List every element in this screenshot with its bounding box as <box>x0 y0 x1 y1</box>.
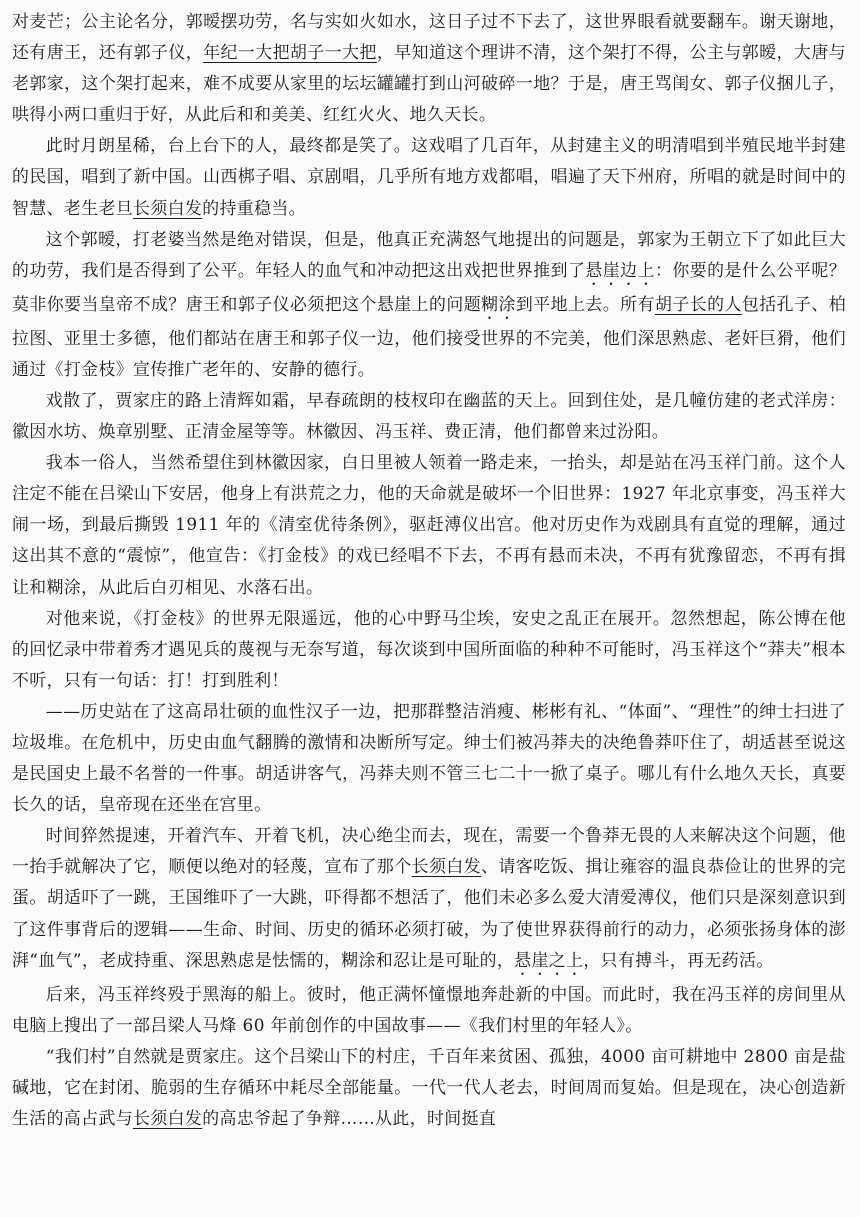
text-run: ：你要的是什么公平呢？莫非你要当皇帝不成？唐王和郭子仪必须把这个悬崖上的问题 <box>12 259 846 314</box>
text-run: 这个郭暧，打老婆当然是绝对错误，但是，他真正充满怒气地提出的问题是，郭家为王朝立下了如此巨大的功劳，我们是否得到了公平。年轻人的血气和冲动把这出戏把世界推到了 <box>12 228 846 280</box>
text-run: 戏散了，贾家庄的路上清辉如霜，早春疏朗的枝杈印在幽蓝的天上。回到住处，是几幢仿建的老式洋房：徽因水坊、焕章别墅、正清金屋等等。林徽因、冯玉祥、费正清，他们都曾来过汾阳。 <box>12 389 846 442</box>
emphasis-dotted-phrase: 悬崖之上 <box>514 949 584 970</box>
paragraph <box>12 224 846 385</box>
text-run: “我们村”自然就是贾家庄。这个吕梁山下的村庄，千百年来贫困、孤独，4000 亩可耕地中 2800 亩是盐碱地，它在封闭、脆弱的生存循环中耗尽全部能量。一代一代人老去，时间周而复始。但是现在，决心创造新生活的高占武与 <box>12 1045 846 1128</box>
emphasis-dotted-phrase: 糊涂 <box>481 293 516 314</box>
document-page <box>12 6 846 1134</box>
underlined-phrase: 长须白发 <box>133 197 203 218</box>
text-run: 的高忠爷起了争辩……从此，时间挺直 <box>202 1108 497 1128</box>
text-run: 时间猝然提速，开着汽车、开着飞机，决心绝尘而去，现在，需要一个鲁莽无畏的人来解决这个问题，他一抬手就解决了它，顺便以绝对的轻蔑，宣布了那个 <box>12 825 846 877</box>
text-run: 对他来说，《打金枝》的世界无限遥远，他的心中野马尘埃，安史之乱正在展开。忽然想起，陈公博在他的回忆录中带着秀才遇见兵的蔑视与无奈写道，每次谈到中国所面临的种种不可能时，冯玉祥这个“莽夫”根本不听，只有一句话：打！打到胜利！ <box>12 607 846 690</box>
text-run: 此时月朗星稀，台上台下的人，最终都是笑了。这戏唱了几百年，从封建主义的明清唱到半殖民地半封建的民国，唱到了新中国。山西梆子唱、京剧唱，几乎所有地方戏都唱，唱遍了天下州府，所唱的就是时间中的智慧、老生老旦 <box>12 135 846 218</box>
paragraph <box>12 696 846 820</box>
underlined-phrase: 年纪一大把胡子一大把 <box>203 42 377 63</box>
underlined-phrase: 胡子长的人 <box>654 293 742 314</box>
text-run: 的持重稳当。 <box>202 197 306 218</box>
text-run: ，只有搏斗，再无药活。 <box>583 949 774 970</box>
paragraph <box>12 6 846 130</box>
underlined-phrase: 长须白发 <box>133 1108 203 1128</box>
paragraph <box>12 979 846 1041</box>
text-run: 对麦芒；公主论名分，郭暧摆功劳，名与实如火如水，这日子过不下去了，这世界眼看就要翻车。谢天谢地，还有唐王，还有郭子仪， <box>12 11 846 63</box>
text-run: ，早知道这个理讲不清，这个架打不得，公主与郭暧，大唐与老郭家，这个架打起来，难不成要从家里的坛坛罐罐打到山河破碎一地？于是，唐王骂闺女、郭子仪捆儿子，哄得小两口重归于好，从此后和和美美、红红火火、地久天长。 <box>12 42 846 125</box>
text-run: ——历史站在了这高昂壮硕的血性汉子一边，把那群整洁消瘦、彬彬有礼、“体面”、“理性”的绅士扫进了垃圾堆。在危机中，历史由血气翻腾的激情和决断所写定。绅士们被冯莽夫的决绝鲁莽吓住了，胡适甚至说这是民国史上最不名誉的一件事。胡适讲客气，冯莽夫则不管三七二十一掀了桌子。哪儿有什么地久天长，真要长久的话，皇帝现在还坐在宫里。 <box>12 700 846 815</box>
underlined-phrase: 长须白发 <box>411 856 482 877</box>
text-run: 我本一俗人，当然希望住到林徽因家，白日里被人领着一路走来，一抬头，却是站在冯玉祥门前。这个人注定不能在吕梁山下安居，他身上有洪荒之力，他的天命就是破坏一个旧世界：1927 年北京事变，冯玉祥大闹一场，到最后撕毁 1911 年的《清室优待条例》，驱赶溥仪出宫。他对历史作为戏剧具有直觉的理解，通过这出其不意的“震惊”，他宣告：《打金枝》的戏已经唱不下去，不再有悬而未决，不再有犹豫留恋，不再有揖让和糊涂，从此后白刃相见、水落石出。 <box>12 452 846 597</box>
text-run: 、请客吃饭、揖让雍容的温良恭俭让的世界的完蛋。胡适吓了一跳，王国维吓了一大跳，吓得都不想活了，他们未必多么爱大清爱溥仪，他们只是深刻意识到了这件事背后的逻辑——生命、时间、历史的循环必须打破，为了使世界获得前行的动力，必须张扬身体的澎湃“血气”，老成持重、深思熟虑是怯懦的，糊涂和忍让是可耻的， <box>12 856 846 970</box>
paragraph <box>12 447 846 602</box>
paragraph <box>12 130 846 223</box>
text-run: 后来，冯玉祥终殁于黑海的船上。彼时，他正满怀憧憬地奔赴新的中国。而此时，我在冯玉祥的房间里从电脑上搜出了一部吕梁人马烽 60 年前创作的中国故事——《我们村里的年轻人》。 <box>12 983 846 1035</box>
paragraph <box>12 1041 846 1134</box>
paragraph <box>12 385 846 447</box>
paragraph <box>12 603 846 696</box>
paragraph <box>12 820 846 978</box>
text-run: 包括孔子、柏拉图、亚里士多德，他们都站在唐王和郭子仪一边，他们接受世界的不完美，他们深思熟虑、老奸巨猾，他们通过《打金枝》宣传推广老年的、安静的德行。 <box>12 293 846 379</box>
emphasis-dotted-phrase: 悬崖边上 <box>585 259 655 280</box>
text-run: 到平地上去。所有 <box>515 293 655 314</box>
